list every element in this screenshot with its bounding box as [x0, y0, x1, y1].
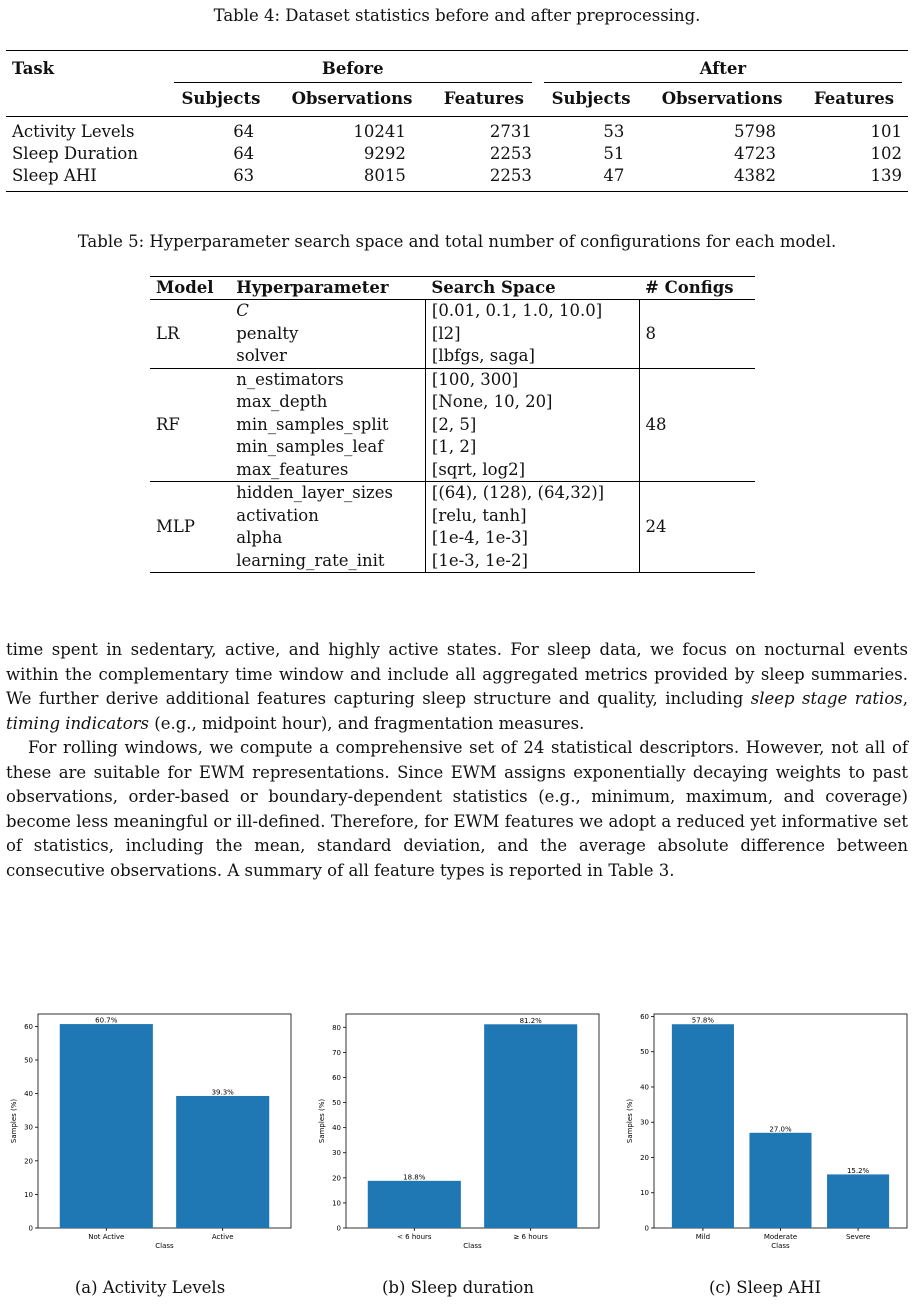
model-cell: MLP [156, 516, 195, 536]
y-axis-label: Samples (%) [318, 1098, 326, 1144]
table-row [150, 482, 755, 505]
value-cell: 102 [870, 144, 902, 163]
y-tick-label: 30 [24, 1123, 33, 1132]
value-cell: 10241 [353, 122, 406, 141]
paragraph-text: time spent in sedentary, active, and highly active states. For sleep data, we focus on nocturnal events within the complementary time window and include all aggregated metrics provided by sleep summaries. We further derive additional features capturing sleep structure and quality, including [6, 640, 908, 708]
value-cell: 2253 [489, 166, 532, 185]
y-tick-label: 20 [24, 1157, 33, 1166]
chart-sleep-ahi [626, 1013, 907, 1250]
value-cell: 4723 [734, 144, 777, 163]
y-tick-label: 0 [336, 1224, 341, 1233]
y-tick-label: 40 [332, 1124, 341, 1133]
param-name: max_depth [236, 392, 328, 411]
value-cell: 51 [603, 144, 625, 163]
subheader: Features [443, 89, 524, 108]
param-name: alpha [236, 528, 283, 547]
param-space: [1, 2] [425, 436, 639, 459]
bar [176, 1096, 269, 1228]
y-tick-label: 10 [332, 1199, 341, 1208]
paragraph-text: (e.g., midpoint hour), and fragmentation measures. [149, 713, 585, 733]
configs-cell: 48 [639, 368, 755, 482]
data-label: 18.8% [403, 1173, 426, 1182]
y-tick-label: 0 [28, 1224, 33, 1233]
x-tick-label: Mild [695, 1233, 711, 1241]
model-header: Model [156, 278, 214, 297]
subheader: Subjects [181, 89, 261, 108]
param-space: [2, 5] [425, 414, 639, 437]
param-space: [(64), (128), (64,32)] [425, 482, 639, 505]
bar [484, 1024, 577, 1228]
param-space: [0.01, 0.1, 1.0, 10.0] [425, 300, 639, 323]
task-header: Task [12, 59, 55, 78]
y-tick-label: 20 [332, 1174, 341, 1183]
y-tick-label: 30 [640, 1118, 649, 1127]
task-cell: Activity Levels [12, 122, 135, 141]
y-axis-label: Samples (%) [10, 1098, 18, 1144]
value-cell: 5798 [734, 122, 777, 141]
param-name: min_samples_split [236, 414, 389, 434]
value-cell: 63 [233, 166, 255, 185]
table5 [150, 276, 755, 573]
param-name: solver [236, 346, 287, 365]
y-tick-label: 60 [640, 1012, 649, 1021]
table5-caption: Table 5: Hyperparameter search space and total number of configurations for each model. [77, 232, 837, 251]
task-cell: Sleep Duration [12, 144, 138, 163]
data-label: 15.2% [846, 1166, 870, 1175]
y-axis-label: Samples (%) [626, 1098, 634, 1144]
table4 [6, 50, 908, 192]
data-label: 27.0% [769, 1125, 792, 1134]
subcaption-a: (a) Activity Levels [74, 1278, 226, 1297]
table-row [6, 117, 908, 144]
param-name: activation [236, 505, 319, 525]
table-row [6, 143, 908, 165]
value-cell: 139 [870, 166, 902, 185]
y-tick-label: 30 [332, 1149, 341, 1158]
value-cell: 2731 [489, 122, 532, 141]
y-tick-label: 40 [24, 1090, 33, 1099]
value-cell: 4382 [734, 166, 777, 185]
param-name: penalty [236, 323, 299, 343]
value-cell: 8015 [363, 166, 406, 185]
y-tick-label: 40 [640, 1083, 649, 1092]
y-tick-label: 80 [332, 1023, 341, 1032]
configs-cell: 24 [639, 482, 755, 573]
y-tick-label: 0 [644, 1224, 649, 1233]
table-row [150, 368, 755, 391]
y-tick-label: 50 [24, 1056, 33, 1065]
param-space: [1e-4, 1e-3] [425, 527, 639, 550]
model-cell: RF [156, 414, 180, 434]
subheader: Features [813, 89, 895, 108]
paragraph-2: For rolling windows, we compute a comprehensive set of 24 statistical descriptors. However, not all of these are suitable for EWM representations. Since EWM assigns exponentially decaying weights to past observations, order-based or boundary-dependent statistics (e.g., minimum, maximum, and coverage) become less meaningful or ill-defined. Therefore, for EWM features we adopt a reduced yet informative set of statistics, including the mean, standard deviation, and the average absolute difference between consecutive observations. A summary of all feature types is reported in Table 3. [6, 738, 908, 880]
y-tick-label: 10 [640, 1189, 649, 1198]
param-name: max_features [236, 459, 349, 479]
param-name: C [236, 301, 249, 320]
param-space: [100, 300] [425, 368, 639, 391]
chart-activity-levels [10, 1014, 291, 1250]
value-cell: 9292 [363, 144, 406, 163]
configs-header: # Configs [645, 278, 734, 297]
table4-caption: Table 4: Dataset statistics before and after preprocessing. [213, 6, 701, 25]
data-label: 39.3% [211, 1088, 234, 1097]
table-row [6, 165, 908, 192]
task-cell: Sleep AHI [12, 166, 97, 185]
param-space: [lbfgs, saga] [425, 345, 639, 368]
x-axis-label: Class [463, 1242, 482, 1250]
data-label: 57.8% [691, 1016, 715, 1025]
y-tick-label: 50 [640, 1048, 649, 1057]
after-header: After [538, 51, 908, 86]
param-space: [l2] [425, 323, 639, 346]
bar [672, 1024, 734, 1228]
y-tick-label: 70 [332, 1048, 341, 1057]
y-tick-label: 60 [332, 1073, 341, 1082]
body-text [6, 638, 908, 883]
value-cell: 64 [233, 122, 255, 141]
search-space-header: Search Space [431, 278, 556, 297]
bar [60, 1024, 153, 1228]
value-cell: 47 [603, 166, 625, 185]
y-tick-label: 20 [640, 1153, 649, 1162]
paragraph-text: , [902, 689, 908, 708]
x-tick-label: Severe [845, 1233, 871, 1241]
x-tick-label: Not Active [88, 1233, 125, 1241]
bar [749, 1133, 811, 1228]
x-tick-label: Active [211, 1233, 234, 1241]
model-cell: LR [156, 323, 180, 343]
param-name: n_estimators [236, 369, 344, 389]
paragraph-1 [6, 638, 908, 736]
value-cell: 101 [870, 122, 902, 141]
subheader: Observations [661, 89, 783, 108]
emphasis-text: sleep stage ratios [750, 689, 903, 708]
x-axis-label: Class [155, 1242, 174, 1250]
bar [368, 1181, 461, 1228]
x-axis-label: Class [771, 1242, 790, 1250]
y-tick-label: 10 [24, 1190, 33, 1199]
subcaption-c: (c) Sleep AHI [708, 1278, 822, 1297]
emphasis-text: timing indicators [6, 713, 150, 733]
data-label: 81.2% [519, 1016, 542, 1025]
y-tick-label: 60 [24, 1022, 33, 1031]
data-label: 60.7% [95, 1016, 118, 1025]
subheader: Observations [291, 89, 413, 108]
bar [827, 1174, 889, 1228]
param-space: [1e-3, 1e-2] [425, 550, 639, 573]
value-cell: 2253 [489, 144, 532, 163]
param-space: [relu, tanh] [425, 505, 639, 528]
subcaption-b: (b) Sleep duration [382, 1278, 534, 1297]
hyperparameter-header: Hyperparameter [236, 278, 389, 297]
x-tick-label: < 6 hours [397, 1233, 432, 1241]
bar-charts [0, 1010, 914, 1266]
param-space: [None, 10, 20] [425, 391, 639, 414]
before-header: Before [168, 51, 538, 86]
configs-cell: 8 [639, 300, 755, 369]
subheader: Subjects [551, 89, 631, 108]
value-cell: 64 [233, 144, 255, 163]
chart-sleep-duration [318, 1014, 599, 1250]
param-name: min_samples_leaf [236, 437, 384, 456]
table-row [150, 300, 755, 323]
value-cell: 53 [603, 122, 625, 141]
param-name: learning_rate_init [236, 550, 385, 570]
y-tick-label: 50 [332, 1099, 341, 1108]
x-tick-label: Moderate [763, 1233, 798, 1241]
param-space: [sqrt, log2] [425, 459, 639, 482]
x-tick-label: ≥ 6 hours [513, 1233, 548, 1241]
param-name: hidden_layer_sizes [236, 483, 393, 502]
